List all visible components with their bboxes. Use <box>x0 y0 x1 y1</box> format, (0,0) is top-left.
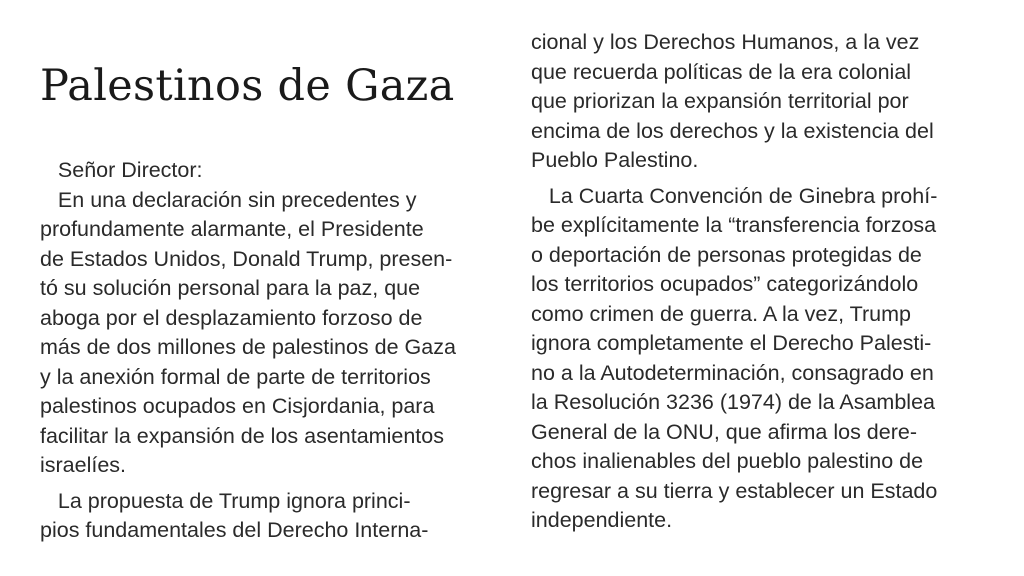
text-line: los territorios ocupados” categorizándolo <box>531 272 919 296</box>
text-line: profundamente alarmante, el Presidente <box>40 217 424 241</box>
text-line: aboga por el desplazamiento forzoso de <box>40 305 423 330</box>
text-line: como crimen de guerra. A la vez, Trump <box>531 301 911 326</box>
text-line: General de la ONU, que afirma los dere- <box>531 419 917 444</box>
text-line: tó su solución personal para la paz, que <box>40 276 421 300</box>
text-line: que recuerda políticas de la era colonial <box>531 59 912 84</box>
text-line: Señor Director: <box>40 158 203 182</box>
text-line: palestinos ocupados en Cisjordania, para <box>40 394 435 418</box>
text-line: o deportación de personas protegidas de <box>531 242 922 267</box>
text-line: En una declaración sin precedentes y <box>40 187 417 212</box>
text-line: chos inalienables del pueblo palestino de <box>531 449 924 473</box>
text-line: israelíes. <box>40 453 127 477</box>
text-line: La propuesta de Trump ignora princi- <box>40 488 411 513</box>
text-line: cional y los Derechos Humanos, a la vez <box>531 30 920 54</box>
text-line: más de dos millones de palestinos de Gaza <box>40 335 456 359</box>
text-line: la Resolución 3236 (1974) de la Asamblea <box>531 390 935 414</box>
text-line: independiente. <box>531 508 673 532</box>
text-line: regresar a su tierra y establecer un Estado <box>531 478 938 503</box>
text-line: La Cuarta Convención de Ginebra prohí- <box>531 183 938 208</box>
article-headline: Palestinos de Gaza <box>40 61 455 111</box>
text-line: encima de los derechos y la existencia del <box>531 118 934 143</box>
left-column <box>40 156 510 546</box>
text-line: be explícitamente la “transferencia forzosa <box>531 213 937 237</box>
text-line: de Estados Unidos, Donald Trump, presen- <box>40 246 453 271</box>
text-line: Pueblo Palestino. <box>531 148 699 172</box>
text-line: ignora completamente el Derecho Palesti- <box>531 331 932 355</box>
right-column <box>531 28 1001 536</box>
text-line: y la anexión formal de parte de territorios <box>40 364 431 389</box>
text-line: que priorizan la expansión territorial por <box>531 89 909 113</box>
text-line: no a la Autodeterminación, consagrado en <box>531 360 934 385</box>
text-line: pios fundamentales del Derecho Interna- <box>40 518 429 542</box>
text-line: facilitar la expansión de los asentamientos <box>40 423 444 448</box>
